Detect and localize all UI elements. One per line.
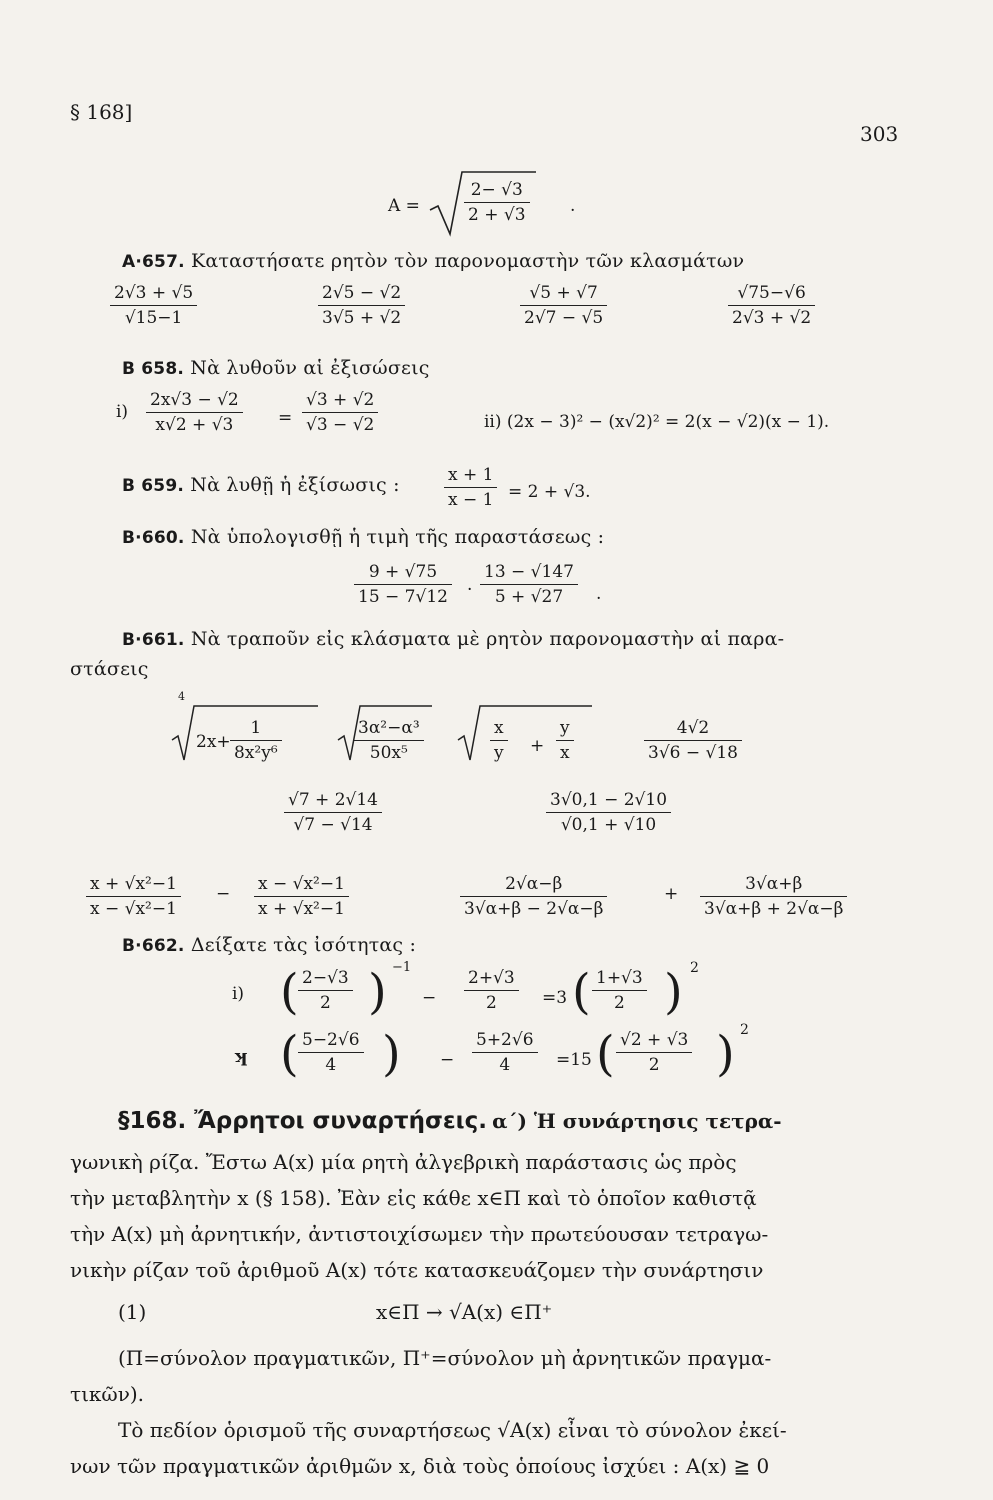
period: . xyxy=(596,584,602,604)
equation: x∈Π → √A(x) ∈Π⁺ xyxy=(376,1300,553,1324)
paren-close: ) xyxy=(664,964,683,1020)
exercise-b659 xyxy=(122,474,400,496)
equals-sign: = xyxy=(278,408,293,428)
numerator: 2−√3 xyxy=(298,968,353,991)
radical-sign xyxy=(456,700,596,762)
denominator: x + √x²−1 xyxy=(258,899,345,919)
exercise-label: Β·660. xyxy=(122,528,185,548)
fraction xyxy=(472,1030,538,1075)
exercise-text: Νὰ λυθοῦν αἱ ἐξισώσεις xyxy=(190,357,430,379)
exponent: −1 xyxy=(392,960,412,975)
denominator: 2 xyxy=(485,993,497,1013)
fraction xyxy=(86,874,181,919)
root-index: 4 xyxy=(178,690,185,703)
exponent: 2 xyxy=(740,1022,749,1038)
exercise-text-continued: στάσεις xyxy=(70,658,149,680)
fraction xyxy=(298,1030,364,1075)
numerator: 3√0,1 − 2√10 xyxy=(546,790,671,813)
denominator: 50x⁵ xyxy=(369,743,408,763)
exercise-b658 xyxy=(122,357,430,379)
equation-ii: ii) (2x − 3)² − (x√2)² = 2(x − √2)(x − 1). xyxy=(484,412,830,432)
fraction xyxy=(464,968,519,1013)
paragraph-line: νικὴν ρίζαν τοῦ ἀριθμοῦ A(x) τότε κατασκευάζομεν τὴν συνάρτησιν xyxy=(70,1258,764,1282)
paren-open: ( xyxy=(572,964,591,1020)
paragraph-line: (Π=σύνολον πραγματικῶν, Π⁺=σύνολον μὴ ἀρνητικῶν πραγμα- xyxy=(118,1346,772,1370)
fraction xyxy=(298,968,353,1013)
denominator: 3√α+β + 2√α−β xyxy=(704,899,844,919)
numerator: 3α²−α³ xyxy=(354,718,424,741)
denominator: 2 xyxy=(319,993,331,1013)
exercise-text: Νὰ ὑπολογισθῇ ἡ τιμὴ τῆς παραστάσεως : xyxy=(190,526,605,548)
denominator: 5 + √27 xyxy=(494,587,564,607)
numerator: 1 xyxy=(230,718,282,741)
paren-open: ( xyxy=(596,1026,615,1082)
equation-rhs: = 2 + √3. xyxy=(508,482,591,502)
plus-sign: + xyxy=(664,884,679,904)
numerator: x xyxy=(490,718,508,741)
numerator: 3√α+β xyxy=(700,874,847,897)
numerator: x + √x²−1 xyxy=(86,874,181,897)
minus-sign: − xyxy=(440,1050,455,1070)
top-formula-lhs: A = xyxy=(388,196,420,216)
section-title: §168. Ἄρρητοι συναρτήσεις. xyxy=(118,1108,487,1134)
paragraph-line: τὴν A(x) μὴ ἀρνητικήν, ἀντιστοιχίσωμεν τὴν πρωτεύουσαν τετραγω- xyxy=(70,1222,769,1246)
paragraph-line: γωνικὴ ρίζα. Ἔστω A(x) μία ρητὴ ἀλγεβρικὴ παράστασις ὡς πρὸς xyxy=(70,1150,737,1174)
denominator: 2√3 + √2 xyxy=(732,308,812,328)
paragraph-line: τικῶν). xyxy=(70,1382,145,1406)
denominator: 2√7 − √5 xyxy=(524,308,604,328)
paragraph-line: νων τῶν πραγματικῶν ἀριθμῶν x, διὰ τοὺς ὁποίους ἰσχύει : A(x) ≧ 0 xyxy=(70,1454,770,1478)
denominator: y xyxy=(494,743,504,763)
fraction xyxy=(444,465,497,510)
minus-sign: − xyxy=(216,884,231,904)
fraction xyxy=(110,283,197,328)
fraction xyxy=(254,874,349,919)
numerator: 9 + √75 xyxy=(354,562,452,585)
exercise-b660 xyxy=(122,526,604,548)
exercise-label: Β 659. xyxy=(122,476,185,496)
fraction xyxy=(302,390,378,435)
paren-close: ) xyxy=(382,1026,401,1082)
numerator: √7 + 2√14 xyxy=(284,790,382,813)
fraction xyxy=(490,718,508,763)
exponent: 2 xyxy=(690,960,699,976)
denominator: 3√5 + √2 xyxy=(322,308,402,328)
numerator: 5−2√6 xyxy=(298,1030,364,1053)
numerator: 2x√3 − √2 xyxy=(146,390,243,413)
fraction xyxy=(616,1030,692,1075)
fraction xyxy=(354,562,452,607)
fraction xyxy=(354,718,424,763)
exercise-text: Καταστήσατε ρητὸν τὸν παρονομαστὴν τῶν κλασμάτων xyxy=(191,250,745,272)
fraction xyxy=(728,283,815,328)
handwritten-mark: ʞ xyxy=(234,1046,248,1067)
numerator: 2√α−β xyxy=(460,874,607,897)
fraction xyxy=(556,718,574,763)
numerator: √75−√6 xyxy=(728,283,815,306)
plus-sign: + xyxy=(530,736,545,756)
paragraph-line: τὴν μεταβλητὴν x (§ 158). Ἐὰν εἰς κάθε x∈Π καὶ τὸ ὁποῖον καθιστᾷ xyxy=(70,1186,757,1210)
paren-open: ( xyxy=(280,964,299,1020)
exercise-text: Νὰ τραποῦν εἰς κλάσματα μὲ ρητὸν παρονομαστὴν αἱ παρα- xyxy=(190,628,785,650)
fraction xyxy=(520,283,607,328)
denominator: 2 xyxy=(613,993,625,1013)
denominator: √15−1 xyxy=(124,308,183,328)
numerator: √5 + √7 xyxy=(520,283,607,306)
denominator: 3√α+β − 2√α−β xyxy=(464,899,604,919)
fraction xyxy=(318,283,405,328)
paren-open: ( xyxy=(280,1026,299,1082)
fraction xyxy=(230,718,282,763)
item-label: i) xyxy=(232,984,245,1004)
denominator: x√2 + √3 xyxy=(155,415,234,435)
numerator: 2+√3 xyxy=(464,968,519,991)
numerator: 5+2√6 xyxy=(472,1030,538,1053)
paren-close: ) xyxy=(368,964,387,1020)
numerator: y xyxy=(556,718,574,741)
equation-label: (1) xyxy=(118,1300,147,1324)
fraction xyxy=(592,968,647,1013)
denominator: 3√6 − √18 xyxy=(648,743,738,763)
denominator: √3 − √2 xyxy=(306,415,375,435)
section-heading xyxy=(118,1108,782,1134)
numerator: 4√2 xyxy=(644,718,742,741)
fraction xyxy=(460,874,607,919)
exercise-label: A·657. xyxy=(122,252,185,272)
fraction xyxy=(546,790,671,835)
page-number: 303 xyxy=(860,122,899,146)
denominator: 4 xyxy=(325,1055,337,1075)
denominator: 15 − 7√12 xyxy=(358,587,448,607)
numerator: 13 − √147 xyxy=(480,562,578,585)
top-formula-den: 2 + √3 xyxy=(468,205,526,225)
fraction xyxy=(284,790,382,835)
exercise-a657 xyxy=(122,250,744,272)
exercise-text: Νὰ λυθῇ ἡ ἐξίσωσις : xyxy=(190,474,400,496)
fraction xyxy=(700,874,847,919)
exercise-label: Β 658. xyxy=(122,359,185,379)
equals-sign: =15 xyxy=(556,1050,592,1070)
exercise-b662 xyxy=(122,934,416,956)
denominator: x xyxy=(560,743,570,763)
exercise-label: Β·661. xyxy=(122,630,185,650)
denominator: 8x²y⁶ xyxy=(234,743,278,763)
top-formula-tail: . xyxy=(570,196,576,216)
section-subtitle: α΄) Ἡ συνάρτησις τετρα- xyxy=(492,1109,782,1133)
exercise-b661 xyxy=(122,628,784,650)
denominator: 4 xyxy=(499,1055,511,1075)
paren-close: ) xyxy=(716,1026,735,1082)
numerator: √3 + √2 xyxy=(302,390,378,413)
numerator: √2 + √3 xyxy=(616,1030,692,1053)
dot-operator: · xyxy=(467,580,473,600)
fraction xyxy=(644,718,742,763)
denominator: x − 1 xyxy=(448,490,494,510)
paragraph-line: Τὸ πεδίον ὁρισμοῦ τῆς συναρτήσεως √A(x) εἶναι τὸ σύνολον ἐκεί- xyxy=(118,1418,787,1442)
denominator: x − √x²−1 xyxy=(90,899,177,919)
numerator: x + 1 xyxy=(444,465,497,488)
running-header: § 168] xyxy=(70,100,133,124)
numerator: x − √x²−1 xyxy=(254,874,349,897)
item-label: i) xyxy=(116,402,129,422)
equals-sign: =3 xyxy=(542,988,568,1008)
expression-term: 2x+ xyxy=(196,732,231,752)
denominator: 2 xyxy=(648,1055,660,1075)
exercise-label: Β·662. xyxy=(122,936,185,956)
numerator: 2√5 − √2 xyxy=(318,283,405,306)
denominator: √7 − √14 xyxy=(293,815,373,835)
numerator: 1+√3 xyxy=(592,968,647,991)
top-formula-fraction xyxy=(464,180,530,225)
fraction xyxy=(480,562,578,607)
top-formula-num: 2− √3 xyxy=(464,180,530,203)
exercise-text: Δείξατε τὰς ἰσότητας : xyxy=(190,934,417,956)
denominator: √0,1 + √10 xyxy=(560,815,657,835)
fraction xyxy=(146,390,243,435)
numerator: 2√3 + √5 xyxy=(110,283,197,306)
minus-sign: − xyxy=(422,988,437,1008)
